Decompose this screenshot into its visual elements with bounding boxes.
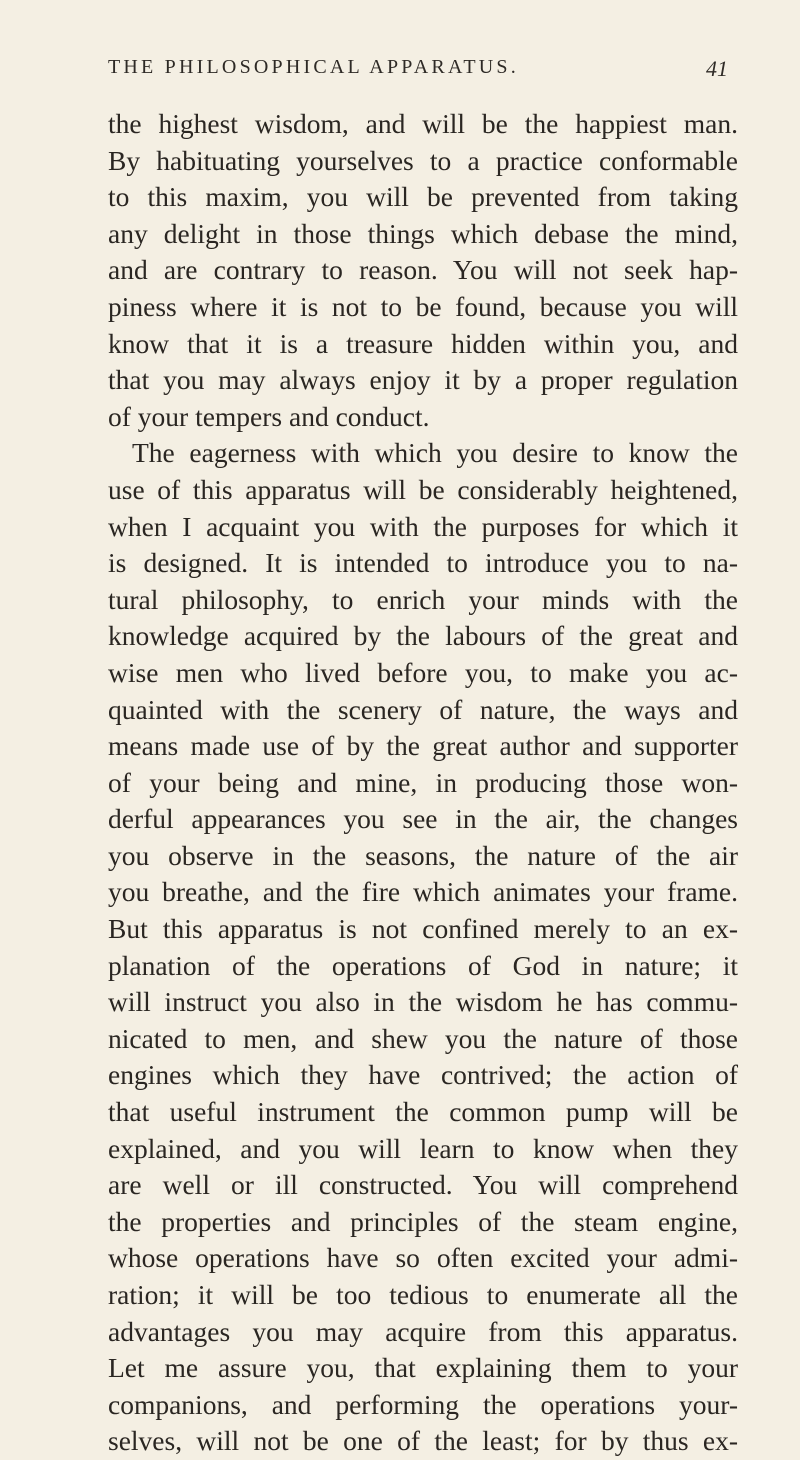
text-line: will instruct you also in the wisdom he has commu-	[108, 986, 738, 1018]
text-line: know that it is a treasure hidden within you, and	[108, 327, 738, 359]
body-text	[108, 106, 738, 1460]
text-line: when I acquaint you with the purposes for which it	[108, 510, 738, 542]
page-number: 41	[706, 56, 728, 81]
text-line: tural philosophy, to enrich your minds with the	[108, 583, 738, 615]
text-line: planation of the operations of God in nature; it	[108, 949, 738, 981]
text-line: of your tempers and conduct.	[108, 400, 430, 432]
text-line: that useful instrument the common pump will be	[108, 1096, 738, 1128]
text-line: to this maxim, you will be prevented from taking	[108, 181, 738, 213]
text-line: you breathe, and the fire which animates your frame.	[108, 876, 738, 908]
text-line: are well or ill constructed. You will comprehend	[108, 1169, 738, 1201]
text-line: quainted with the scenery of nature, the ways and	[108, 693, 738, 725]
text-line: of your being and mine, in producing those won-	[108, 766, 738, 798]
text-line: you observe in the seasons, the nature of the air	[108, 839, 738, 871]
running-title: THE PHILOSOPHICAL APPARATUS.	[108, 56, 519, 78]
text-line: Let me assure you, that explaining them to your	[108, 1352, 738, 1384]
text-line: any delight in those things which debase the mind,	[108, 217, 738, 249]
text-line: use of this apparatus will be considerably heightened,	[108, 473, 738, 505]
paragraph-start-line: The eagerness with which you desire to know the	[132, 437, 738, 469]
text-line: companions, and performing the operations your-	[108, 1388, 738, 1420]
text-line: is designed. It is intended to introduce you to na-	[108, 547, 738, 579]
text-line: explained, and you will learn to know when they	[108, 1132, 738, 1164]
text-line: piness where it is not to be found, because you will	[108, 290, 738, 322]
text-line: advantages you may acquire from this apparatus.	[108, 1315, 738, 1347]
text-line: whose operations have so often excited your admi-	[108, 1242, 738, 1274]
text-line: and are contrary to reason. You will not seek hap-	[108, 254, 738, 286]
text-line: engines which they have contrived; the action of	[108, 1059, 738, 1091]
text-line: selves, will not be one of the least; for by thus ex-	[108, 1425, 738, 1457]
text-line: the highest wisdom, and will be the happiest man.	[108, 108, 738, 139]
text-line: derful appearances you see in the air, the changes	[108, 803, 738, 835]
text-line: But this apparatus is not confined merely to an ex-	[108, 913, 738, 945]
text-line: wise men who lived before you, to make you ac-	[108, 656, 738, 688]
text-line: nicated to men, and shew you the nature of those	[108, 1022, 738, 1054]
text-line: that you may always enjoy it by a proper regulation	[108, 364, 738, 396]
text-line: the properties and principles of the steam engine,	[108, 1205, 738, 1237]
text-line: ration; it will be too tedious to enumerate all the	[108, 1279, 738, 1310]
text-line: By habituating yourselves to a practice conformable	[108, 144, 738, 176]
running-head	[108, 56, 728, 86]
text-line: knowledge acquired by the labours of the great and	[108, 620, 738, 652]
text-line: means made use of by the great author and supporter	[108, 730, 738, 762]
